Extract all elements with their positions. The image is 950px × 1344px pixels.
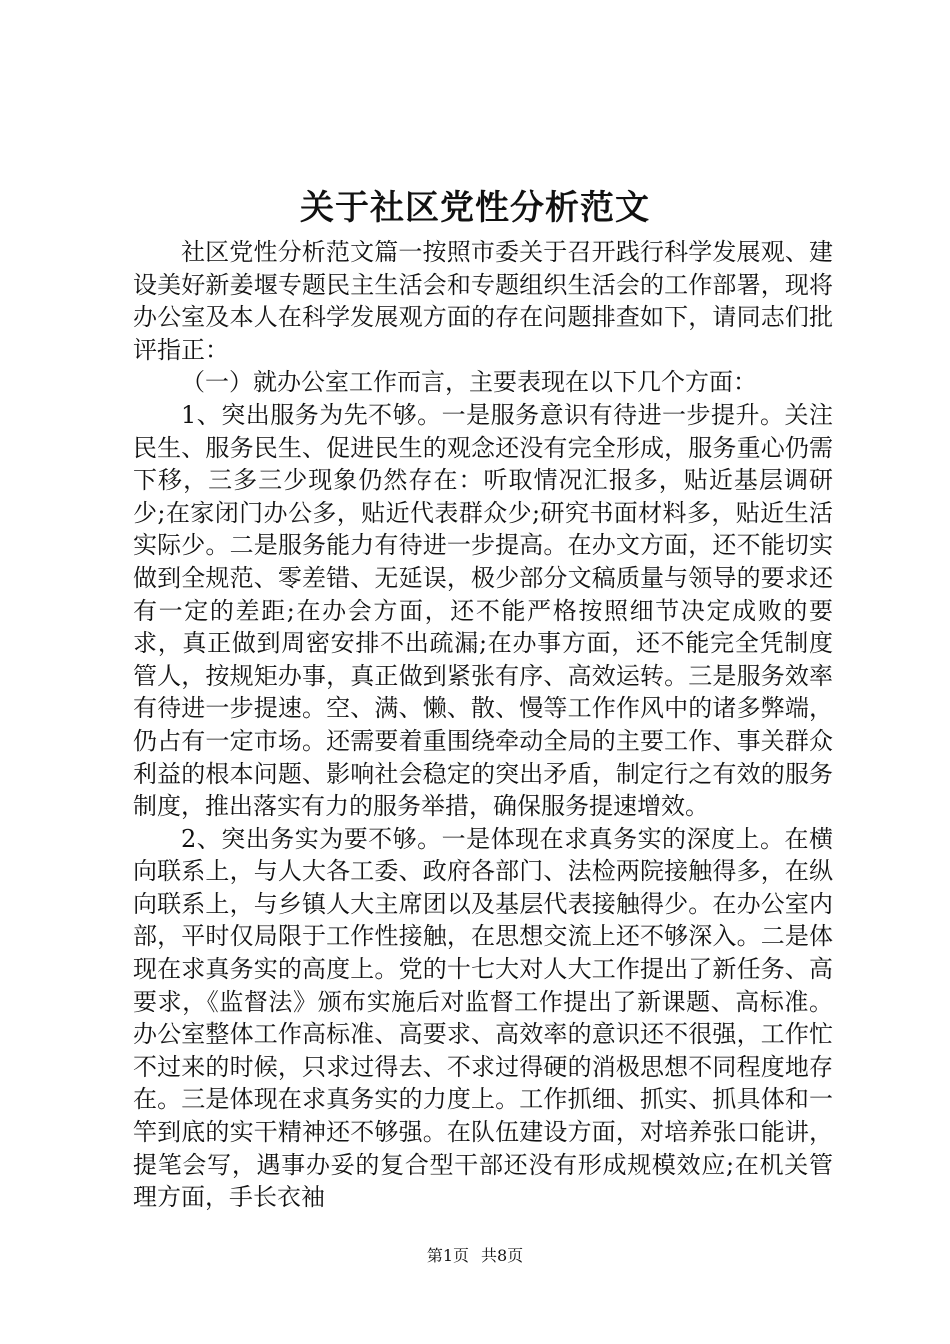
document-title: 关于社区党性分析范文 bbox=[300, 188, 650, 228]
page-footer bbox=[0, 1244, 950, 1268]
paragraph-item-2: 2、突出务实为要不够。一是体现在求真务实的深度上。在横向联系上，与人大各工委、政府各部门、法检两院接触得多，在纵向联系上，与乡镇人大主席团以及基层代表接触得少。在办公室内部，平时仅局限于工作性接触，在思想交流上还不够深入。二是体现在求真务实的高度上。党的十七大对人大工作提出了新任务、高要求，《监督法》颁布实施后对监督工作提出了新课题、高标准。办公室整体工作高标准、高要求、高效率的意识还不很强，工作忙不过来的时候，只求过得去、不求过得硬的消极思想不同程度地存在。三是体现在求真务实的力度上。工作抓细、抓实、抓具体和一竿到底的实干精神还不够强。在队伍建设方面，对培养张口能讲，提笔会写，遇事办妥的复合型干部还没有形成规模效应;在机关管理方面，手长衣袖 bbox=[133, 824, 833, 1212]
document-body bbox=[133, 236, 833, 1214]
page-number: 第1页 bbox=[426, 1246, 469, 1265]
paragraph-section-heading: （一）就办公室工作而言，主要表现在以下几个方面： bbox=[181, 368, 757, 397]
page-total: 共8页 bbox=[481, 1246, 524, 1265]
paragraph-item-1: 1、突出服务为先不够。一是服务意识有待进一步提升。关注民生、服务民生、促进民生的观念还没有完全形成，服务重心仍需下移，三多三少现象仍然存在：听取情况汇报多，贴近基层调研少;在家闭门办公多，贴近代表群众少;研究书面材料多，贴近生活实际少。二是服务能力有待进一步提高。在办文方面，还不能切实做到全规范、零差错、无延误，极少部分文稿质量与领导的要求还有一定的差距;在办会方面，还不能严格按照细节决定成败的要求，真正做到周密安排不出疏漏;在办事方面，还不能完全凭制度管人，按规矩办事，真正做到紧张有序、高效运转。三是服务效率有待进一步提速。空、满、懒、散、慢等工作作风中的诸多弊端，仍占有一定市场。还需要着重围绕牵动全局的主要工作、事关群众利益的根本问题、影响社会稳定的突出矛盾，制定行之有效的服务制度，推出落实有力的服务举措，确保服务提速增效。 bbox=[133, 400, 833, 821]
paragraph-intro: 社区党性分析范文篇一按照市委关于召开践行科学发展观、建设美好新姜堰专题民主生活会和专题组织生活会的工作部署，现将办公室及本人在科学发展观方面的存在问题排查如下，请同志们批评指正： bbox=[133, 238, 833, 364]
